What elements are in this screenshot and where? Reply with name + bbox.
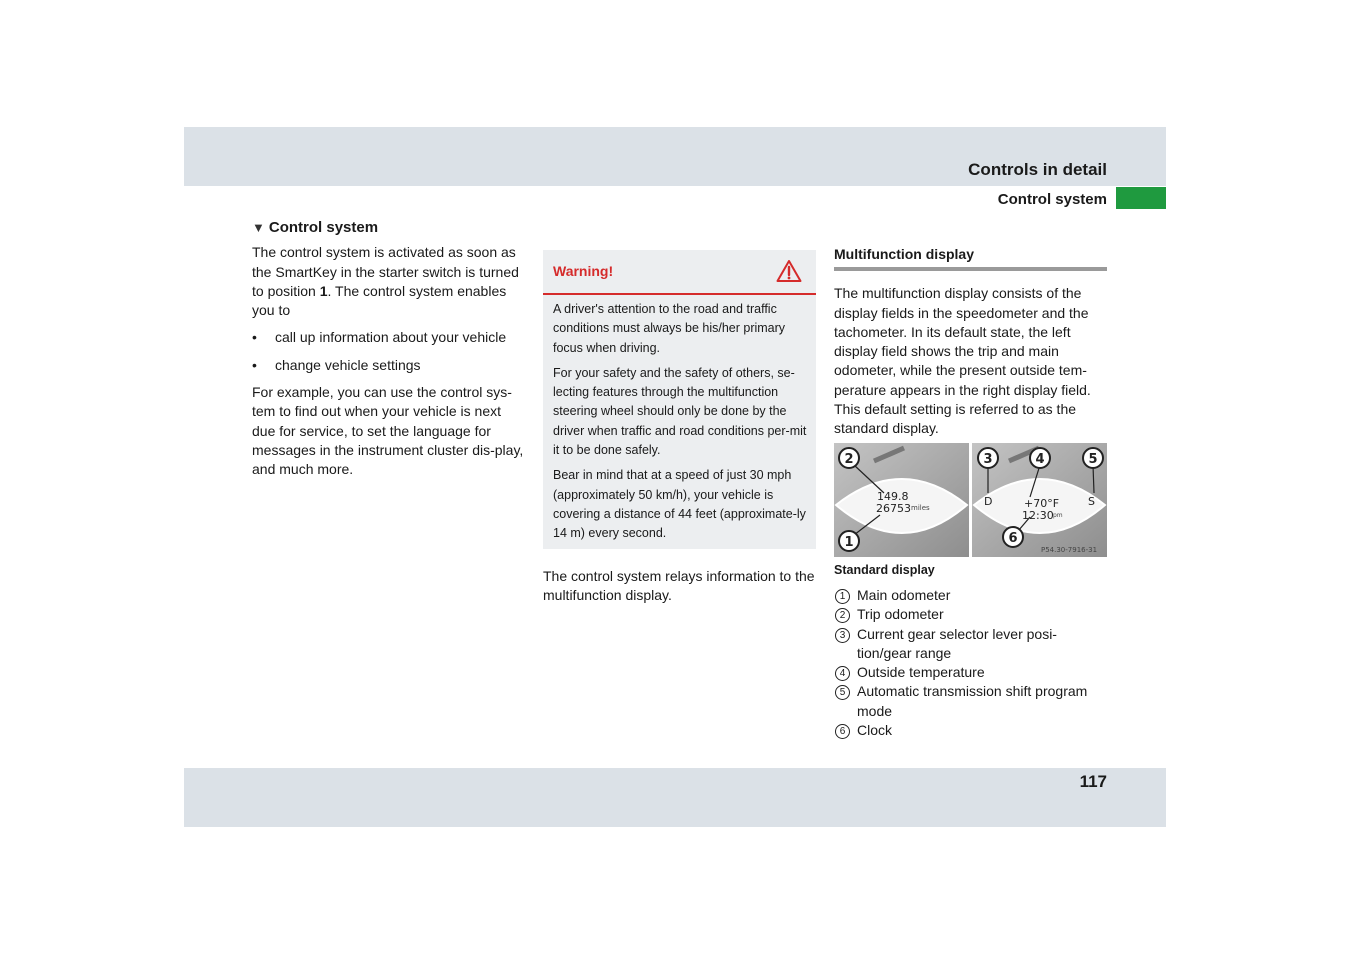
svg-text:2: 2: [844, 452, 854, 467]
svg-text:5: 5: [1088, 452, 1098, 467]
chapter-tab-marker: [1116, 187, 1166, 209]
section-subtitle: Control system: [997, 191, 1107, 208]
list-item: • change vehicle settings: [252, 356, 524, 375]
temperature-readout: +70°F: [1024, 497, 1060, 510]
legend-item: 4 Outside temperature: [834, 663, 1107, 682]
marker-2: [839, 448, 859, 468]
relay-paragraph: The control system relays information to the multifunction display.: [543, 568, 815, 604]
number-circle-icon: 5: [835, 685, 850, 700]
bullet-icon: •: [252, 356, 257, 373]
main-odometer-readout: 26753: [876, 502, 911, 515]
number-circle-icon: 6: [835, 724, 850, 739]
warning-triangle-icon: [776, 259, 802, 283]
multifunction-heading: Multifunction display: [834, 245, 1107, 271]
warning-paragraph: For your safety and the safety of others, se-lecting features through the multifunction steering wheel should only be done by the driver when traffic and road conditions per-mit it to be done safely.: [553, 365, 807, 458]
control-system-column: [252, 218, 524, 488]
multifunction-description: The multifunction display consists of the display fields in the speedometer and the tachometer. In its default state, the left display field shows the trip and main odometer, while the present outside tem-perature appears in the right display field. This default setting is referred to as the standard display.: [834, 285, 1091, 437]
legend-item: 2 Trip odometer: [834, 605, 1107, 624]
svg-text:4: 4: [1035, 452, 1045, 467]
number-circle-icon: 2: [835, 608, 850, 623]
multifunction-column: [834, 245, 1107, 439]
page-number: 117: [1079, 772, 1107, 791]
number-circle-icon: 4: [835, 666, 850, 681]
legend-item: 5 Automatic transmission shift program mode: [834, 682, 1107, 721]
section-heading-text: Control system: [268, 219, 379, 236]
warning-header: [543, 250, 816, 295]
trip-odometer-readout: 149.8: [877, 490, 909, 503]
warning-paragraph: Bear in mind that at a speed of just 30 mph (approximately 50 km/h), your vehicle is covering a distance of 44 feet (approximate-ly 14 m) every second.: [553, 468, 806, 541]
legend-item: 3 Current gear selector lever posi-tion/gear range: [834, 625, 1107, 664]
clock-readout: 12:30: [1022, 509, 1054, 522]
legend-item: 1 Main odometer: [834, 586, 1107, 605]
marker-6: [1003, 527, 1023, 547]
number-circle-icon: 3: [835, 628, 850, 643]
figure-legend: [834, 586, 1107, 740]
number-circle-icon: 1: [835, 589, 850, 604]
list-item: • call up information about your vehicle: [252, 328, 524, 347]
svg-text:1: 1: [844, 535, 854, 550]
standard-display-figure: [834, 443, 1107, 557]
figure-reference: P54.30-7916-31: [1041, 546, 1098, 554]
legend-item: 6 Clock: [834, 721, 1107, 740]
warning-body: [543, 295, 816, 544]
chapter-title: Controls in detail: [968, 160, 1107, 179]
example-paragraph: For example, you can use the control sys-tem to find out when your vehicle is next due for service, to set the language for messages in the instrument cluster dis-play, and much more.: [252, 384, 524, 478]
marker-5: [1083, 448, 1103, 468]
footer-band: [184, 768, 1166, 827]
marker-4: [1030, 448, 1050, 468]
marker-3: [978, 448, 998, 468]
gear-readout: D: [984, 495, 993, 508]
program-readout: S: [1088, 495, 1095, 508]
clock-suffix: pm: [1053, 512, 1063, 519]
odometer-unit: miles: [911, 504, 930, 512]
intro-paragraph: The control system is activated as soon as the SmartKey in the starter switch is turned to position 1. The control system enables you to: [252, 244, 519, 319]
svg-text:3: 3: [983, 452, 993, 467]
warning-box: [543, 250, 816, 549]
section-heading: [252, 218, 524, 237]
warning-paragraph: A driver's attention to the road and traffic conditions must always be his/her primary focus when driving.: [553, 302, 786, 355]
warning-label: Warning!: [553, 263, 614, 279]
marker-1: [839, 531, 859, 551]
svg-text:6: 6: [1008, 531, 1018, 546]
triangle-down-icon: ▼: [252, 220, 265, 235]
bullet-icon: •: [252, 329, 257, 346]
figure-caption: Standard display: [834, 563, 935, 577]
